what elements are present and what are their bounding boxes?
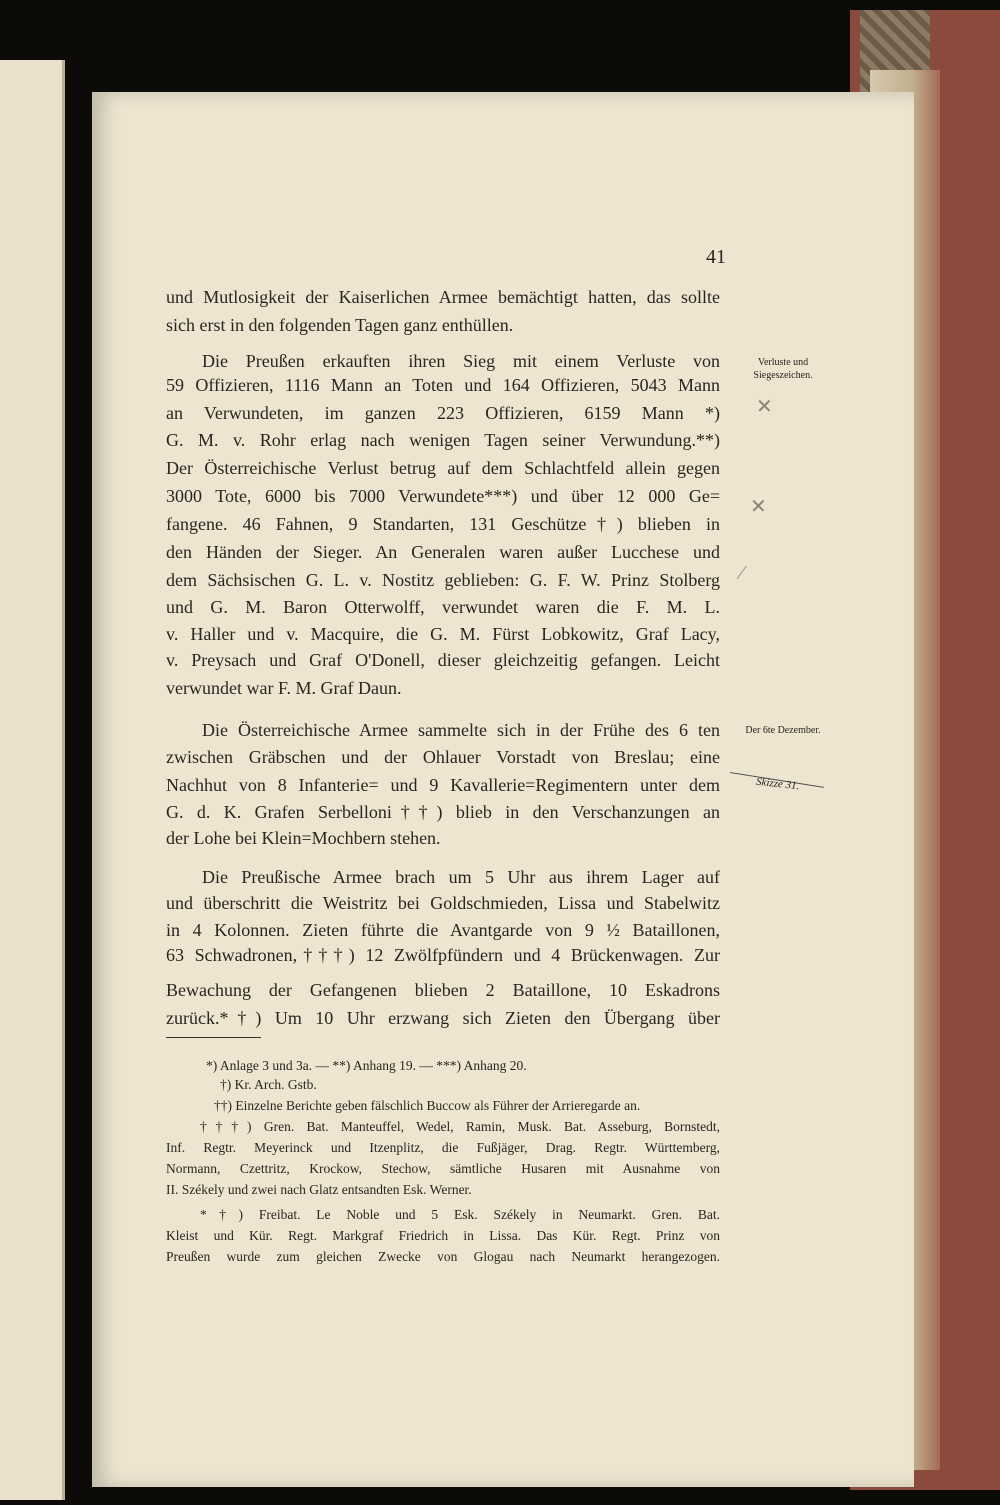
body-line: zurück.*†) Um 10 Uhr erzwang sich Zieten den Übergang über (166, 1008, 720, 1028)
body-line: G. M. v. Rohr erlag nach wenigen Tagen seiner Verwundung.**) (166, 430, 720, 450)
footnote-line: Normann, Czettritz, Krockow, Stechow, sämtliche Husaren mit Ausnahme von (166, 1161, 720, 1176)
body-line: sich erst in den folgenden Tagen ganz enthüllen. (166, 315, 514, 335)
body-line: den Händen der Sieger. An Generalen waren außer Lucchese und (166, 542, 720, 562)
page-number: 41 (706, 246, 726, 268)
footnote-rule (166, 1037, 261, 1038)
margin-note-december: Der 6te Dezember. (745, 725, 821, 736)
footnote-line: †) Kr. Arch. Gstb. (220, 1077, 317, 1092)
footnote-line: *) Anlage 3 und 3a. — **) Anhang 19. — ***) Anhang 20. (206, 1058, 527, 1073)
footnote-line: ††) Einzelne Berichte geben fälschlich Buccow als Führer der Arrieregarde an. (214, 1098, 641, 1113)
body-line: und G. M. Baron Otterwolff, verwundet waren die F. M. L. (166, 597, 720, 617)
footnote-line: *†) Freibat. Le Noble und 5 Esk. Székely in Neumarkt. Gren. Bat. (200, 1207, 720, 1222)
footnote-line: II. Székely und zwei nach Glatz entsandten Esk. Werner. (166, 1182, 472, 1197)
body-line: an Verwundeten, im ganzen 223 Offizieren, 6159 Mann *) (166, 403, 720, 423)
body-line: und überschritt die Weistritz bei Goldschmieden, Lissa und Stabelwitz (166, 893, 720, 913)
pencil-mark: ✕ (750, 496, 767, 518)
body-line: fangene. 46 Fahnen, 9 Standarten, 131 Geschütze†) blieben in (166, 514, 720, 534)
margin-note-sketch: Skizze 31. (755, 775, 800, 793)
body-line: Die Preußen erkauften ihren Sieg mit einem Verluste von (202, 351, 720, 371)
body-line: 59 Offizieren, 1116 Mann an Toten und 164 Offizieren, 5043 Mann (166, 375, 720, 395)
body-line: Die Österreichische Armee sammelte sich in der Frühe des 6 ten (202, 720, 720, 740)
body-line: G. d. K. Grafen Serbelloni††) blieb in den Verschanzungen an (166, 802, 720, 822)
body-line: Der Österreichische Verlust betrug auf dem Schlachtfeld allein gegen (166, 458, 720, 478)
body-line: verwundet war F. M. Graf Daun. (166, 678, 402, 698)
body-line: 63 Schwadronen,†††) 12 Zwölfpfündern und 4 Brückenwagen. Zur (166, 945, 720, 965)
body-line: dem Sächsischen G. L. v. Nostitz geblieben: G. F. W. Prinz Stolberg (166, 570, 720, 590)
footnote-line: Preußen wurde zum gleichen Zwecke von Glogau nach Neumarkt herangezogen. (166, 1249, 720, 1264)
body-line: Die Preußische Armee brach um 5 Uhr aus ihrem Lager auf (202, 867, 720, 887)
body-line: v. Preysach und Graf O'Donell, dieser gleichzeitig gefangen. Leicht (166, 650, 720, 670)
body-line: 3000 Tote, 6000 bis 7000 Verwundete***) und über 12 000 Ge= (166, 486, 720, 506)
pencil-mark: ⁄ (740, 562, 744, 584)
footnote-line: Kleist und Kür. Regt. Markgraf Friedrich in Lissa. Das Kür. Regt. Prinz von (166, 1228, 720, 1243)
left-page-edge (0, 60, 65, 1500)
body-line: und Mutlosigkeit der Kaiserlichen Armee bemächtigt hatten, das sollte (166, 287, 720, 307)
footnote-line: †††) Gren. Bat. Manteuffel, Wedel, Ramin, Musk. Bat. Asseburg, Bornstedt, (200, 1119, 720, 1134)
pencil-mark: ✕ (756, 396, 773, 418)
body-line: zwischen Gräbschen und der Ohlauer Vorstadt von Breslau; eine (166, 747, 720, 767)
margin-note-losses: Verluste und Siegeszeichen. (753, 357, 813, 381)
footnote-line: Inf. Regtr. Meyerinck und Itzenplitz, die Fußjäger, Drag. Regtr. Württemberg, (166, 1140, 720, 1155)
body-line: der Lohe bei Klein=Mochbern stehen. (166, 828, 441, 848)
body-line: Nachhut von 8 Infanterie= und 9 Kavallerie=Regimentern unter dem (166, 775, 720, 795)
body-line: v. Haller und v. Macquire, die G. M. Fürst Lobkowitz, Graf Lacy, (166, 624, 720, 644)
body-line: Bewachung der Gefangenen blieben 2 Bataillone, 10 Eskadrons (166, 980, 720, 1000)
body-line: in 4 Kolonnen. Zieten führte die Avantgarde von 9 ½ Bataillonen, (166, 920, 720, 940)
